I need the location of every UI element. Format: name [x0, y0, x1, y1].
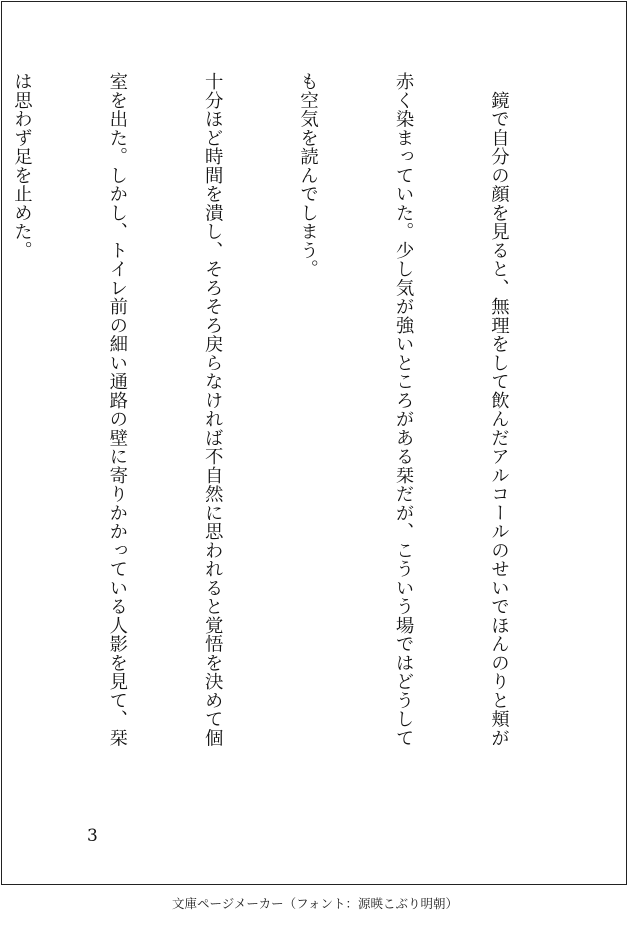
page-frame — [1, 1, 627, 885]
vertical-body-text — [0, 72, 578, 792]
text-line: 十分ほど時間を潰し、そろそろ戻らなければ不自然に思われると覚悟を決めて個 — [202, 72, 224, 747]
text-line: 赤く染まっていた。少し気が強いところがある栞だが、こういう場ではどうして — [393, 72, 415, 747]
footer-credit: 文庫ページメーカー（フォント：源暎こぶり明朝） — [171, 896, 458, 911]
text-line: も空気を読んでしまう。 — [297, 72, 319, 279]
page-number: 3 — [87, 826, 98, 846]
text-line: は思わず足を止めた。 — [11, 72, 33, 260]
text-line: 鏡で自分の顔を見ると、無理をして飲んだアルコールのせいでほんのりと頬が — [488, 72, 510, 747]
text-line: 室を出た。しかし、トイレ前の細い通路の壁に寄りかかっている人影を見て、栞 — [106, 72, 128, 747]
